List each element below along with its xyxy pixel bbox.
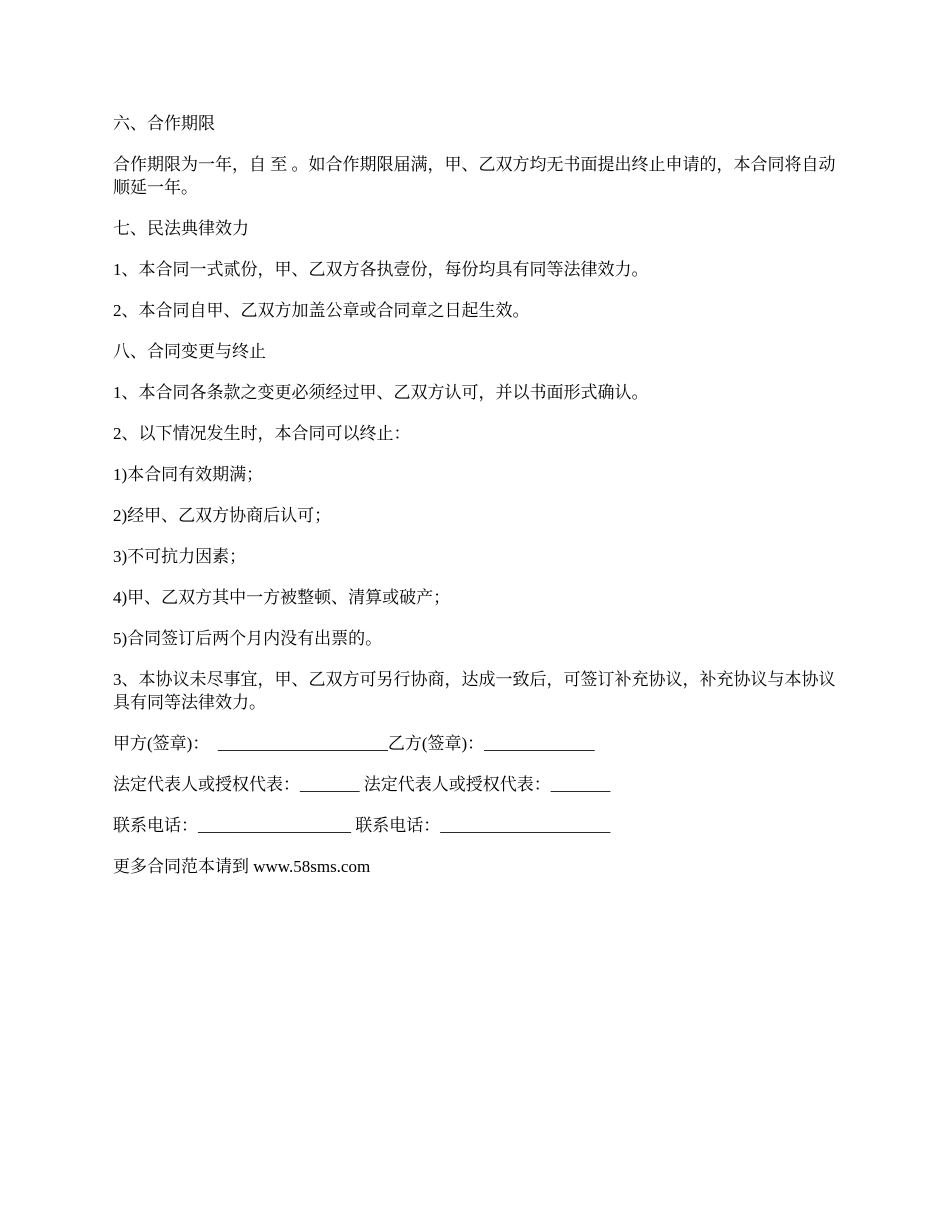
section-heading-change-termination: 八、合同变更与终止 xyxy=(113,342,266,361)
termination-condition-4: 4)甲、乙双方其中一方被整顿、清算或破产； xyxy=(113,588,451,607)
section-heading-legal-effect: 七、民法典律效力 xyxy=(113,219,249,238)
legal-effect-item-2: 2、本合同自甲、乙双方加盖公章或合同章之日起生效。 xyxy=(113,301,530,320)
section-heading-term: 六、合作期限 xyxy=(113,114,215,133)
change-item-3: 3、本协议未尽事宜，甲、乙双方可另行协商，达成一致后，可签订补充协议，补充协议与本协议具有同等法律效力。 xyxy=(113,670,836,712)
document-page xyxy=(113,112,838,896)
change-item-2: 2、以下情况发生时，本合同可以终止： xyxy=(113,424,411,443)
termination-condition-1: 1)本合同有效期满； xyxy=(113,465,264,484)
legal-effect-item-1: 1、本合同一式贰份，甲、乙双方各执壹份，每份均具有同等法律效力。 xyxy=(113,260,649,279)
change-item-1: 1、本合同各条款之变更必须经过甲、乙双方认可，并以书面形式确认。 xyxy=(113,383,649,402)
signature-line-parties: 甲方(签章)： ____________________乙方(签章)：_____________ xyxy=(113,734,595,753)
signature-line-representatives: 法定代表人或授权代表：_______ 法定代表人或授权代表：_______ xyxy=(113,775,611,794)
termination-condition-3: 3)不可抗力因素； xyxy=(113,547,247,566)
signature-line-phones: 联系电话：__________________ 联系电话：____________________ xyxy=(113,816,611,835)
footer-note: 更多合同范本请到 www.58sms.com xyxy=(113,857,371,876)
term-paragraph: 合作期限为一年，自 至 。如合作期限届满，甲、乙双方均无书面提出终止申请的，本合同将自动顺延一年。 xyxy=(113,155,836,197)
termination-condition-2: 2)经甲、乙双方协商后认可； xyxy=(113,506,332,525)
termination-condition-5: 5)合同签订后两个月内没有出票的。 xyxy=(113,629,383,648)
